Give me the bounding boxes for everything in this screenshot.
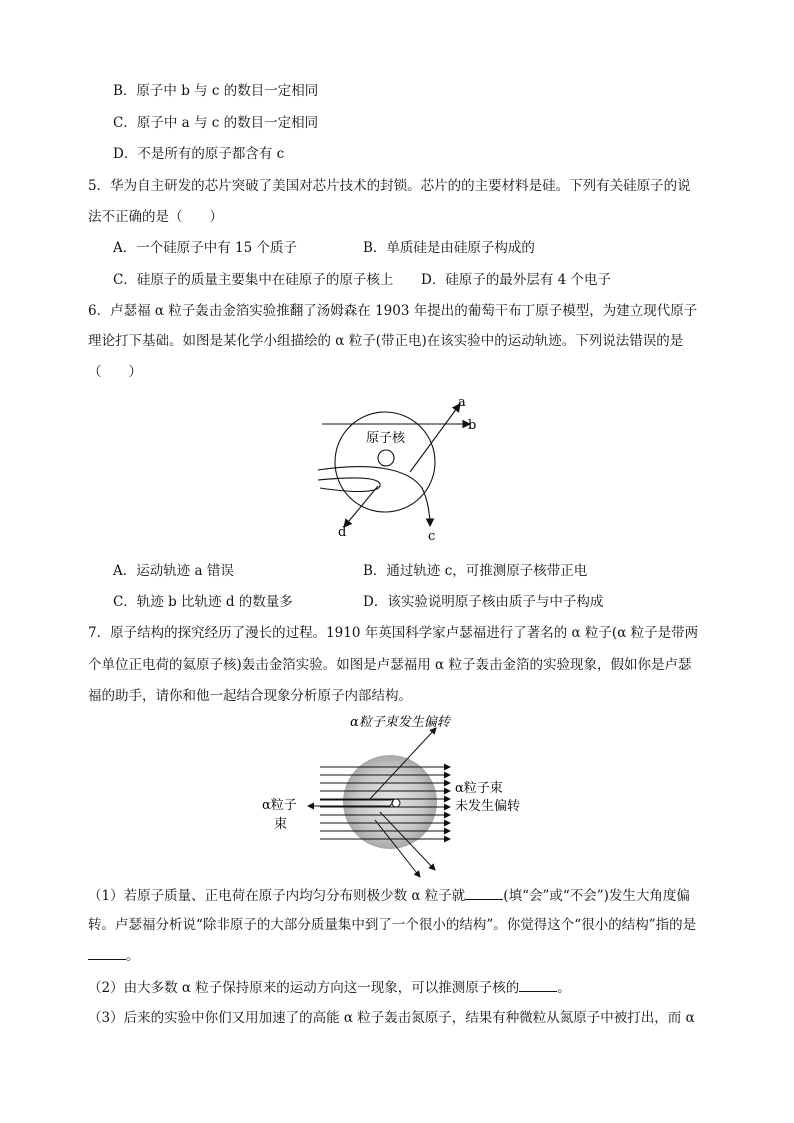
q6-option-b: B．通过轨迹 c，可推测原子核带正电 [363, 563, 588, 579]
q4-option-c: C．原子中 a 与 c 的数目一定相同 [113, 115, 319, 131]
q6-option-c: C．轨迹 b 比轨迹 d 的数量多 [113, 594, 293, 610]
q4-option-d: D．不是所有的原子都含有 c [113, 146, 285, 162]
q5-option-b: B．单质硅是由硅原子构成的 [363, 240, 535, 256]
q7-part1-text-a: （1）若原子质量、正电荷在原子内均匀分布则极少数 α 粒子就 [88, 888, 466, 904]
q7-part2-line [88, 977, 571, 998]
q7-part2-text-b: 。 [557, 980, 571, 996]
q6-stem-line1: 6．卢瑟福 α 粒子轰击金箔实验推翻了汤姆森在 1903 年提出的葡萄干布丁原子模型，为建立现代原子 [88, 303, 698, 319]
q7-stem-line2: 个单位正电荷的氦原子核)轰击金箔实验。如图是卢瑟福用 α 粒子轰击金箔的实验现象，假如你是卢瑟 [88, 657, 692, 673]
q6-stem-line3: （ ） [88, 364, 142, 380]
q7-part1-line2: 转。卢瑟福分析说“除非原子的大部分质量集中到了一个很小的结构”。你觉得这个“很小的结构”指的是 [88, 917, 697, 933]
trace-d-loop [318, 478, 380, 492]
q5-stem-line1: 5．华为自主研发的芯片突破了美国对芯片技术的封锁。芯片的的主要材料是硅。下列有关硅原子的说 [88, 178, 691, 194]
nucleus-circle [378, 450, 394, 466]
q5-option-a: A．一个硅原子中有 15 个质子 [113, 240, 298, 256]
q7-part1-blank1[interactable] [465, 885, 503, 900]
q6-stem-line2: 理论打下基础。如图是某化学小组描绘的 α 粒子(带正电)在该实验中的运动轨迹。下列说法错误的是 [88, 333, 684, 349]
q5-option-c: C．硅原子的质量主要集中在硅原子的原子核上 [113, 272, 394, 288]
q5-option-d: D．硅原子的最外层有 4 个电子 [421, 272, 611, 288]
nucleus-label: 原子核 [366, 431, 406, 446]
q7-part2-text-a: （2）由大多数 α 粒子保持原来的运动方向这一现象，可以推测原子核的 [88, 980, 520, 996]
trace-d-label: d [338, 525, 347, 540]
q6-rutherford-trace-figure [300, 390, 500, 550]
q7-part1-line1 [88, 885, 690, 906]
trace-b-label: b [468, 418, 477, 433]
q5-stem-line2: 法不正确的是（ ） [88, 209, 223, 225]
undeflected-label-1: α粒子束 [455, 781, 503, 796]
trace-c-curve [318, 467, 430, 526]
q7-part1-text-d: 。 [126, 948, 140, 964]
q4-option-b: B．原子中 b 与 c 的数目一定相同 [113, 83, 319, 99]
q6-option-d: D．该实验说明原子核由质子与中子构成 [363, 594, 604, 610]
deflected-label: α粒子束发生偏转 [350, 715, 450, 730]
trace-c-label: c [428, 529, 436, 544]
q7-part2-blank[interactable] [519, 977, 557, 992]
trace-d-line [344, 486, 378, 527]
beam-label-2: 束 [274, 817, 288, 832]
trace-a-label: a [458, 395, 466, 410]
q7-part1-blank2[interactable] [88, 945, 126, 960]
undeflected-label-2: 未发生偏转 [455, 799, 521, 814]
q7-stem-line1: 7．原子结构的探究经历了漫长的过程。1910 年英国科学家卢瑟福进行了著名的 α 粒子(α 粒子是带两 [88, 625, 699, 641]
q7-part1-line3 [88, 945, 140, 966]
gold-atom [343, 755, 437, 849]
q7-stem-line3: 福的助手，请你和他一起结合现象分析原子内部结构。 [88, 688, 412, 704]
q7-alpha-scattering-figure [250, 712, 550, 882]
q7-part1-text-b: (填“会”或“不会”)发生大角度偏 [503, 888, 690, 904]
q7-part3-line: （3）后来的实验中你们又用加速了的高能 α 粒子轰击氮原子，结果有种微粒从氮原子中被打出，而 α [88, 1010, 695, 1026]
q6-option-a: A．运动轨迹 a 错误 [113, 563, 234, 579]
beam-label-1: α粒子 [262, 798, 297, 813]
